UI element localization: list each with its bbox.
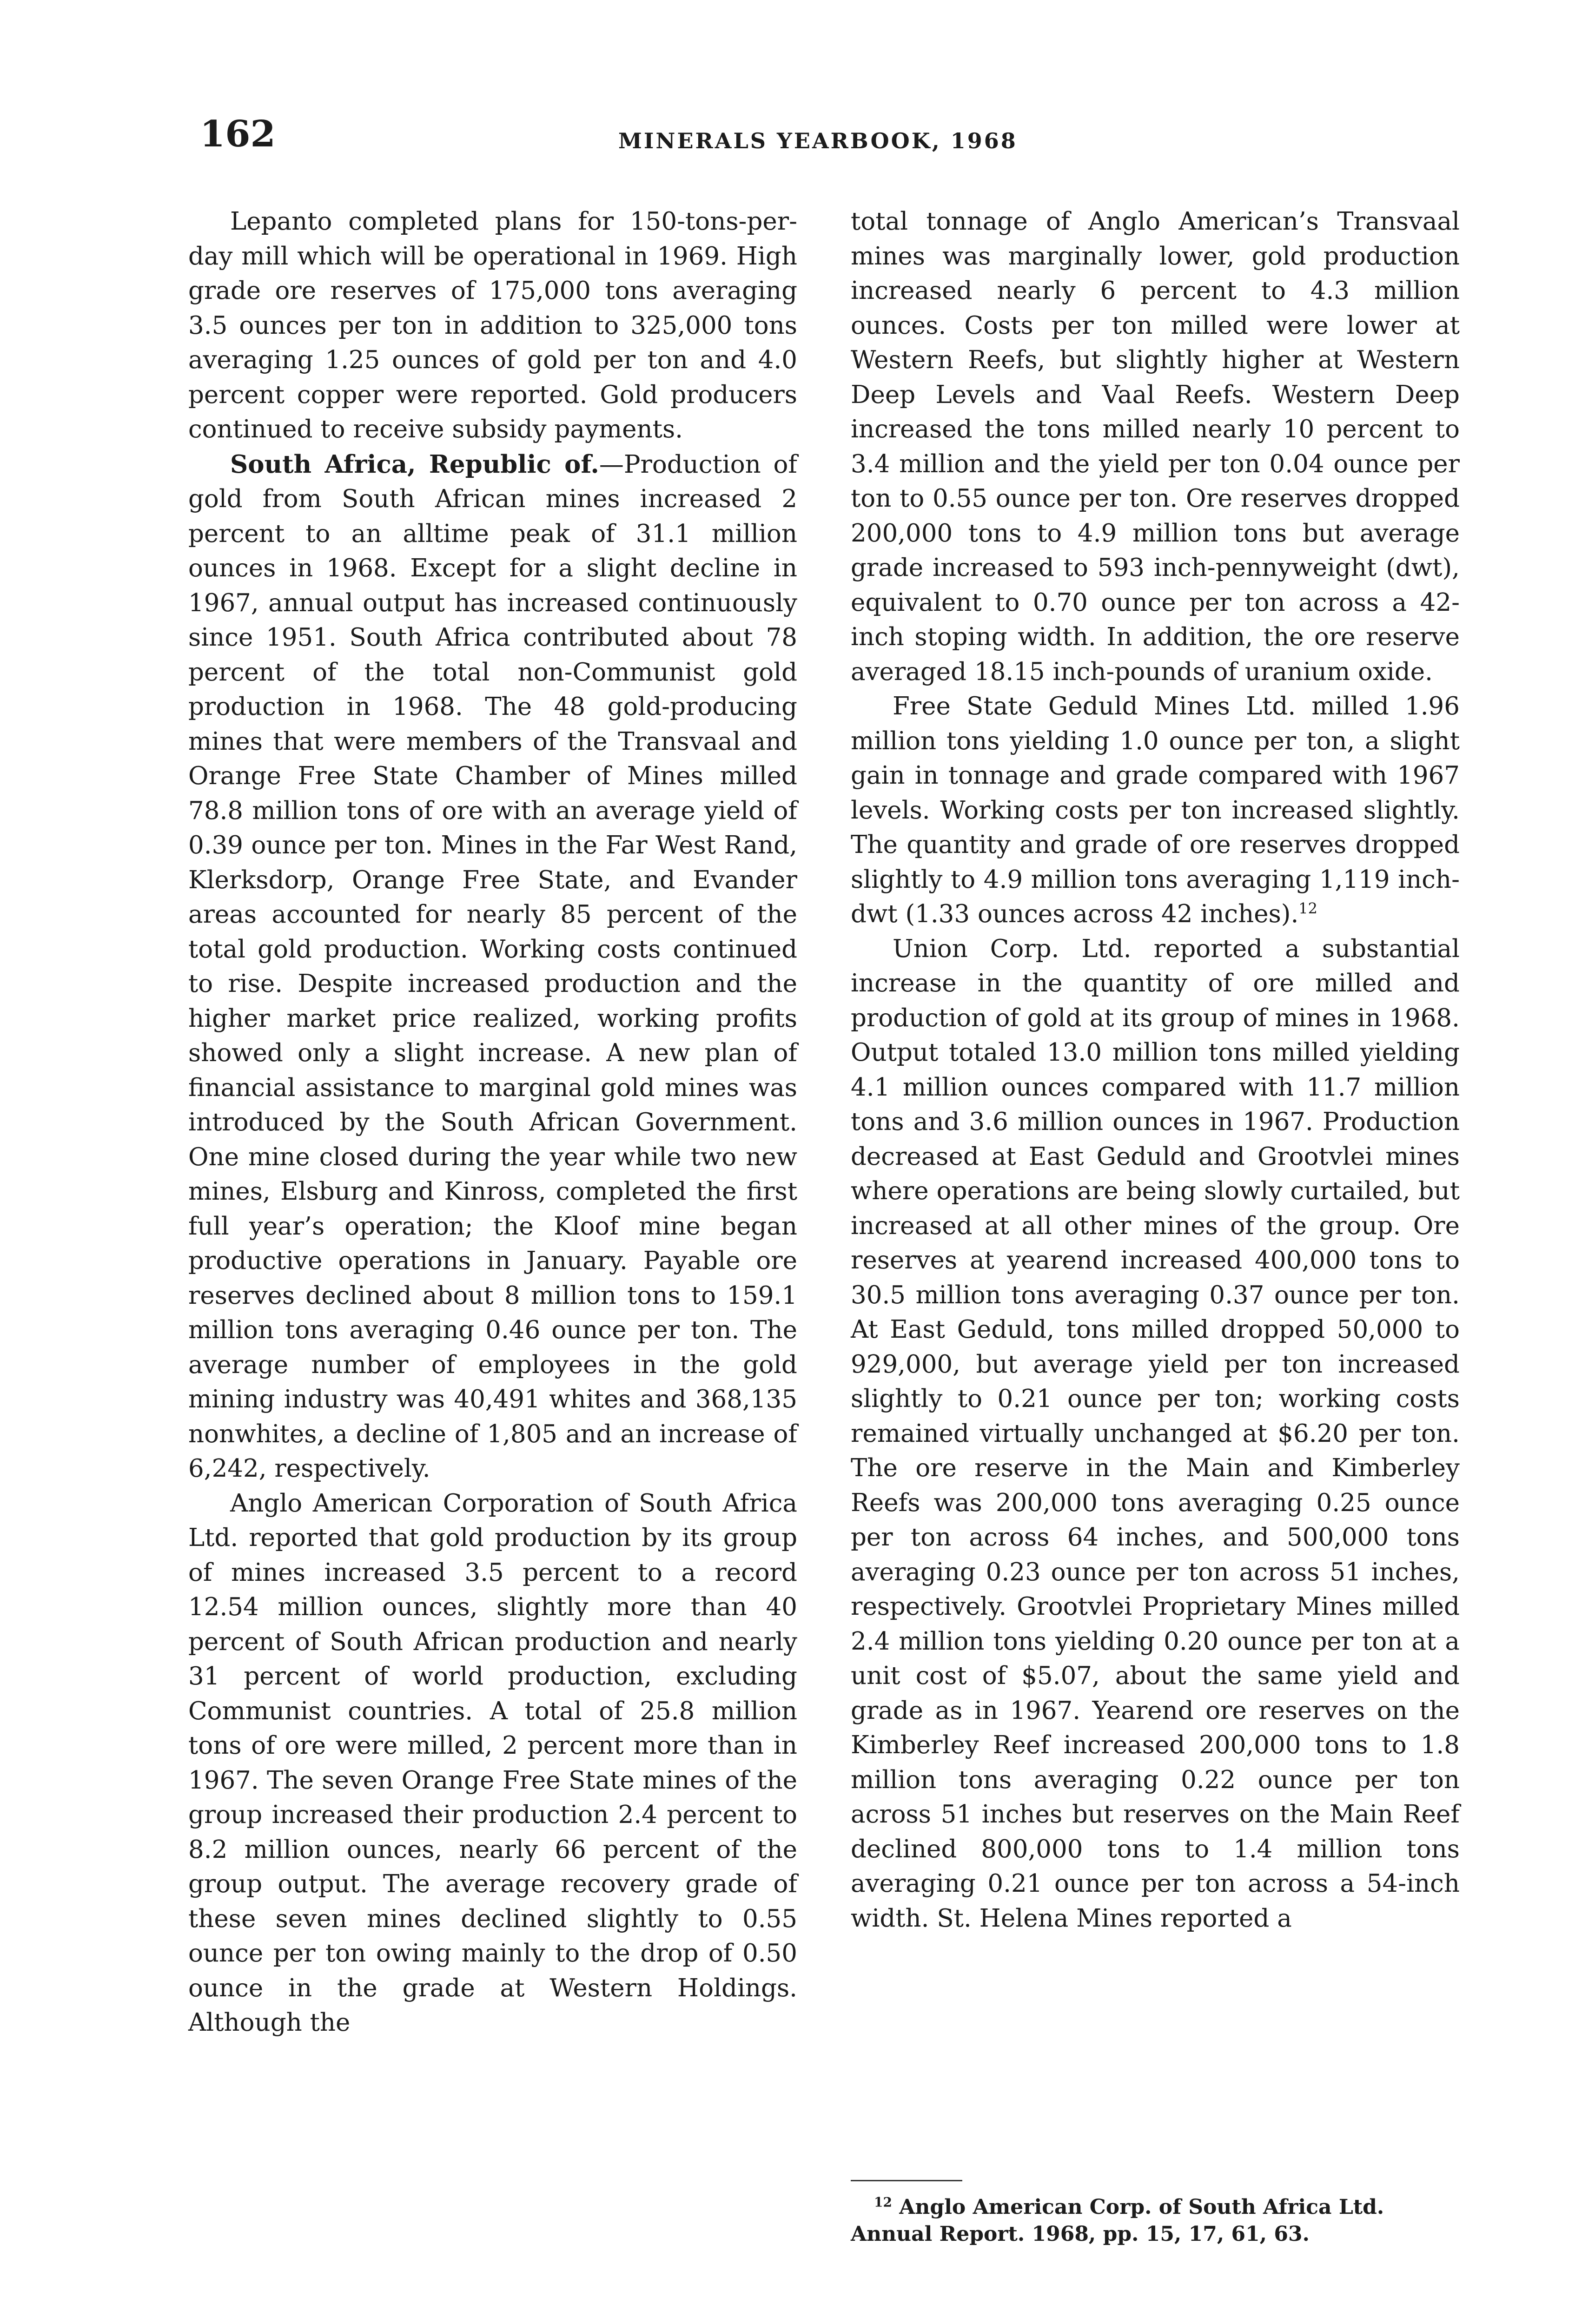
footnote-divider (851, 2180, 962, 2181)
paragraph-anglo-transvaal: total tonnage of Anglo American’s Transvaal mines was marginally lower, gold production increased nearly 6 percent to 4.3 million ounces. Costs per ton milled were lower at Western Reefs, but slightly higher at Western Deep Levels and Vaal Reefs. Western Deep increased the tons milled nearly 10 percent to 3.4 million and the yield per ton 0.04 ounce per ton to 0.55 ounce per ton. Ore reserves dropped 200,000 tons to 4.9 million tons but average grade increased to 593 inch-pennyweight (dwt), equivalent to 0.70 ounce per ton across a 42-inch stoping width. In addition, the ore reserve averaged 18.15 inch-pounds of uranium oxide. (851, 207, 1460, 686)
page-number: 162 (200, 113, 276, 155)
paragraph-south-africa (188, 447, 797, 1486)
footnote (851, 2194, 1460, 2248)
paragraph-union-corp: Union Corp. Ltd. reported a substantial increase in the quantity of ore milled and production of gold at its group of mines in 1968. Output totaled 13.0 million tons milled yielding 4.1 million ounces compared with 11.7 million tons and 3.6 million ounces in 1967. Production decreased at East Geduld and Grootvlei mines where operations are being slowly curtailed, but increased at all other mines of the group. Ore reserves at yearend increased 400,000 tons to 30.5 million tons averaging 0.37 ounce per ton. At East Geduld, tons milled dropped 50,000 to 929,000, but average yield per ton increased slightly to 0.21 ounce per ton; working costs remained virtually unchanged at $6.20 per ton. The ore reserve in the Main and Kimberley Reefs was 200,000 tons averaging 0.25 ounce per ton across 64 inches, and 500,000 tons averaging 0.23 ounce per ton across 51 inches, respectively. Grootvlei Proprietary Mines milled 2.4 million tons yielding 0.20 ounce per ton at a unit cost of $5.07, about the same yield and grade as in 1967. Yearend ore reserves on the Kimberley Reef increased 200,000 tons to 1.8 million tons averaging 0.22 ounce per ton across 51 inches but reserves on the Main Reef declined 800,000 tons to 1.4 million tons averaging 0.21 ounce per ton across a 54-inch width. St. Helena Mines reported a (851, 934, 1460, 1933)
paragraph-free-state-geduld (851, 689, 1460, 932)
running-title: MINERALS YEARBOOK, 1968 (618, 128, 1018, 153)
paragraph-free-state-geduld-text: Free State Geduld Mines Ltd. milled 1.96 million tons yielding 1.0 ounce per ton, a slight gain in tonnage and grade compared with 1967 levels. Working costs per ton increased slightly. The quantity and grade of ore reserves dropped slightly to 4.9 million tons averaging 1,119 inch-dwt (1.33 ounces across 42 inches). (851, 692, 1460, 928)
section-heading-south-africa: South Africa, Republic of. (230, 449, 599, 479)
footnote-number: 12 (874, 2194, 892, 2210)
left-column (188, 205, 797, 2040)
paragraph-anglo-american: Anglo American Corporation of South Africa Ltd. reported that gold production by its group of mines increased 3.5 percent to a record 12.54 million ounces, slightly more than 40 percent of South African production and nearly 31 percent of world production, excluding Communist countries. A total of 25.8 million tons of ore were milled, 2 percent more than in 1967. The seven Orange Free State mines of the group increased their production 2.4 percent to 8.2 million ounces, nearly 66 percent of the group output. The average recovery grade of these seven mines declined slightly to 0.55 ounce per ton owing mainly to the drop of 0.50 ounce in the grade at Western Holdings. Although the (188, 1489, 797, 2037)
right-column (851, 205, 1460, 1936)
paragraph-lepanto: Lepanto completed plans for 150-tons-per-day mill which will be operational in 1969. High grade ore reserves of 175,000 tons averaging 3.5 ounces per ton in addition to 325,000 tons averaging 1.25 ounces of gold per ton and 4.0 percent copper were reported. Gold producers continued to receive subsidy payments. (188, 207, 797, 443)
footnote-reference: 12 (1298, 899, 1318, 918)
paragraph-south-africa-text: —Production of gold from South African mines increased 2 percent to an alltime peak of 31.1 million ounces in 1968. Except for a slight decline in 1967, annual output has increased continuously since 1951. South Africa contributed about 78 percent of the total non-Communist gold production in 1968. The 48 gold-producing mines that were members of the Transvaal and Orange Free State Chamber of Mines milled 78.8 million tons of ore with an average yield of 0.39 ounce per ton. Mines in the Far West Rand, Klerksdorp, Orange Free State, and Evander areas accounted for nearly 85 percent of the total gold production. Working costs continued to rise. Despite increased production and the higher market price realized, working profits showed only a slight increase. A new plan of financial assistance to marginal gold mines was introduced by the South African Government. One mine closed during the year while two new mines, Elsburg and Kinross, completed the first full year’s operation; the Kloof mine began productive operations in January. Payable ore reserves declined about 8 million tons to 159.1 million tons averaging 0.46 ounce per ton. The average number of employees in the gold mining industry was 40,491 whites and 368,135 nonwhites, a decline of 1,805 and an increase of 6,242, respectively. (188, 450, 797, 1483)
footnote-text: Anglo American Corp. of South Africa Ltd. Annual Report. 1968, pp. 15, 17, 61, 63. (851, 2195, 1384, 2246)
